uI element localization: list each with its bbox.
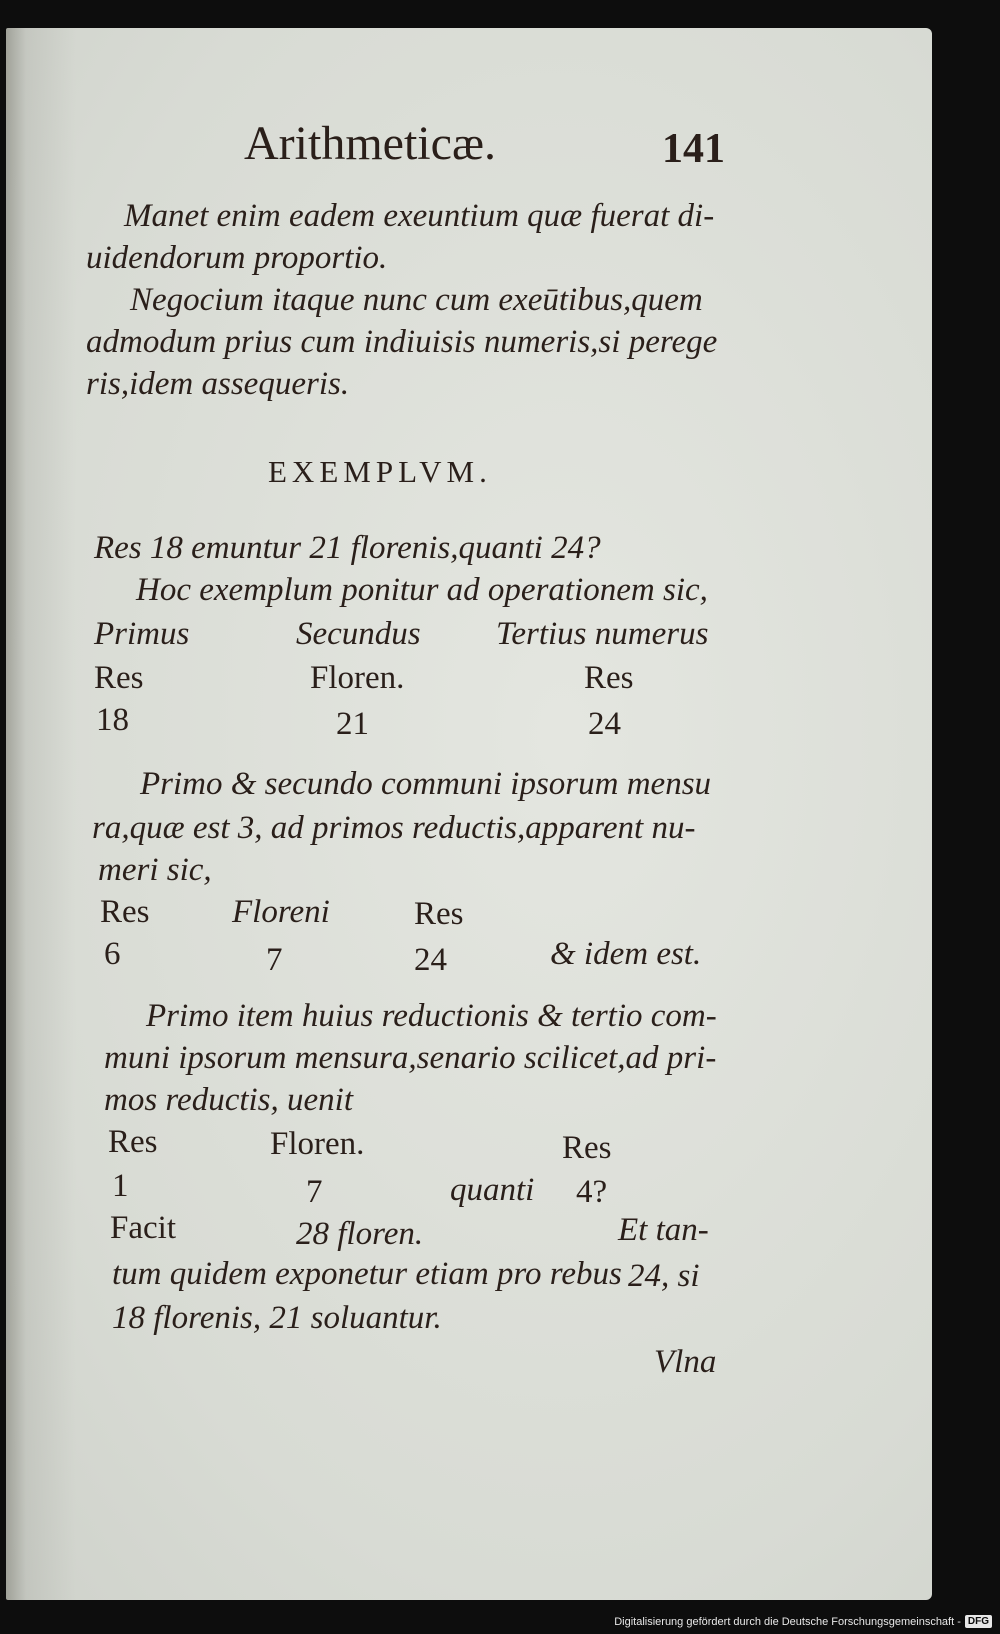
table3-value: 1 — [112, 1168, 129, 1204]
section-heading: EXEMPLVM. — [268, 454, 492, 489]
dfg-logo: DFG — [965, 1615, 992, 1628]
text-line: Primo & secundo communi ipsorum mensu — [140, 766, 712, 802]
conclusion-et-tan: Et tan- — [618, 1212, 709, 1248]
table2-value: 24 — [414, 942, 447, 978]
table3-unit: Res — [562, 1130, 612, 1166]
text-line: ris,idem assequeris. — [86, 366, 350, 402]
table1-value: 24 — [588, 706, 621, 742]
table1-header-tertius: Tertius numerus — [496, 616, 709, 652]
table3-value: 4? — [576, 1174, 608, 1210]
text-line: Hoc exemplum ponitur ad operationem sic, — [136, 572, 708, 608]
table1-unit: Res — [94, 660, 144, 696]
table1-header-secundus: Secundus — [296, 616, 421, 652]
page-number: 141 — [662, 126, 725, 172]
conclusion-amount: 28 floren. — [296, 1216, 424, 1252]
table3-quanti: quanti — [450, 1172, 535, 1208]
problem-statement: Res 18 emuntur 21 florenis,quanti 24? — [94, 530, 601, 566]
text-line: Negocium itaque nunc cum exeūtibus,quem — [130, 282, 703, 318]
text-line: tum quidem exponetur etiam pro rebus — [112, 1256, 622, 1292]
text-line: meri sic, — [98, 852, 212, 888]
text-line: muni ipsorum mensura,senario scilicet,ad pri- — [104, 1040, 717, 1076]
footer — [614, 1615, 992, 1628]
text-line: Primo item huius reductionis & tertio com- — [146, 998, 717, 1034]
table1-unit: Res — [584, 660, 634, 696]
table2-unit: Res — [414, 896, 464, 932]
page-title: Arithmeticæ. — [244, 117, 496, 170]
text-line: uidendorum proportio. — [86, 240, 388, 276]
footer-text: Digitalisierung gefördert durch die Deutsche Forschungsgemeinschaft - — [614, 1615, 961, 1628]
text-line: ra,quæ est 3, ad primos reductis,apparent nu- — [92, 810, 696, 846]
table3-unit: Res — [108, 1124, 158, 1160]
table2-unit: Res — [100, 894, 150, 930]
text-line: 18 florenis, 21 soluantur. — [112, 1300, 442, 1336]
table1-unit: Floren. — [310, 660, 405, 696]
book-page — [6, 28, 932, 1600]
table2-note: & idem est. — [550, 936, 702, 972]
text-line: 24, si — [628, 1258, 700, 1294]
table1-value: 18 — [96, 702, 129, 738]
table2-unit: Floreni — [232, 894, 330, 930]
text-line: Manet enim eadem exeuntium quæ fuerat di- — [124, 198, 715, 234]
table2-value: 7 — [266, 942, 283, 978]
conclusion-facit: Facit — [110, 1210, 176, 1246]
table1-header-primus: Primus — [94, 616, 190, 652]
catchword: Vlna — [654, 1344, 717, 1380]
text-line: admodum prius cum indiuisis numeris,si perege — [86, 324, 718, 360]
table3-unit: Floren. — [270, 1126, 365, 1162]
text-line: mos reductis, uenit — [104, 1082, 353, 1118]
table1-value: 21 — [336, 706, 369, 742]
table2-value: 6 — [104, 936, 121, 972]
table3-value: 7 — [306, 1174, 323, 1210]
